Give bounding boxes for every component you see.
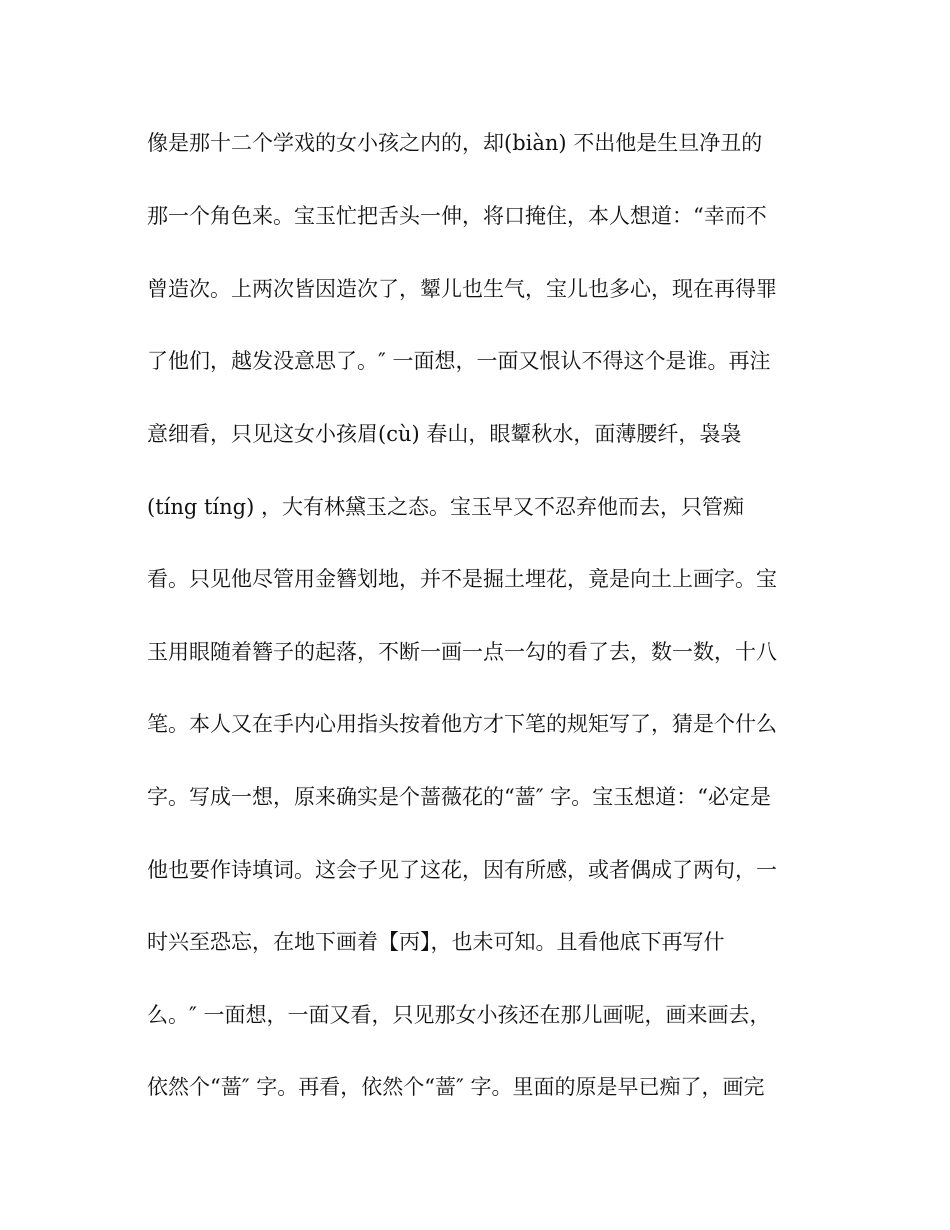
text-line: 像是那十二个学戏的女小孩之内的，却(biàn) 不出他是生旦净丑的: [147, 131, 763, 155]
text-line: 笔。本人又在手内心用指头按着他方才下笔的规矩写了，猜是个什么: [147, 712, 777, 736]
text-line: 了他们，越发没意思了。″ 一面想，一面又恨认不得这个是谁。再注: [147, 349, 771, 373]
text-line: 时兴至恐忘，在地下画着【丙】，也未可知。且看他底下再写什: [147, 930, 725, 954]
text-line: 字。写成一想，原来确实是个蔷薇花的“蔷″ 字。宝玉想道：“必定是: [147, 785, 771, 809]
text-line: 看。只见他尽管用金簪划地，并不是掘土埋花，竟是向土上画字。宝: [147, 567, 777, 591]
text-line: 玉用眼随着簪子的起落，不断一画一点一勾的看了去，数一数，十八: [147, 640, 777, 664]
text-line: 么。″ 一面想，一面又看，只见那女小孩还在那儿画呢，画来画去，: [147, 1003, 771, 1027]
text-line: (tíng tíng) ，大有林黛玉之态。宝玉早又不忍弃他而去，只管痴: [147, 495, 744, 519]
text-line: 那一个角色来。宝玉忙把舌头一伸，将口掩住，本人想道：“幸而不: [147, 204, 767, 228]
text-line: 他也要作诗填词。这会子见了这花，因有所感，或者偶成了两句，一: [147, 858, 777, 882]
text-line: 意细看，只见这女小孩眉(cù) 春山，眼颦秋水，面薄腰纤，袅袅: [147, 422, 742, 446]
text-line: 依然个“蔷″ 字。再看，依然个“蔷″ 字。里面的原是早已痴了，画完: [147, 1075, 765, 1099]
text-line: 曾造次。上两次皆因造次了，颦儿也生气，宝儿也多心，现在再得罪: [147, 277, 777, 301]
